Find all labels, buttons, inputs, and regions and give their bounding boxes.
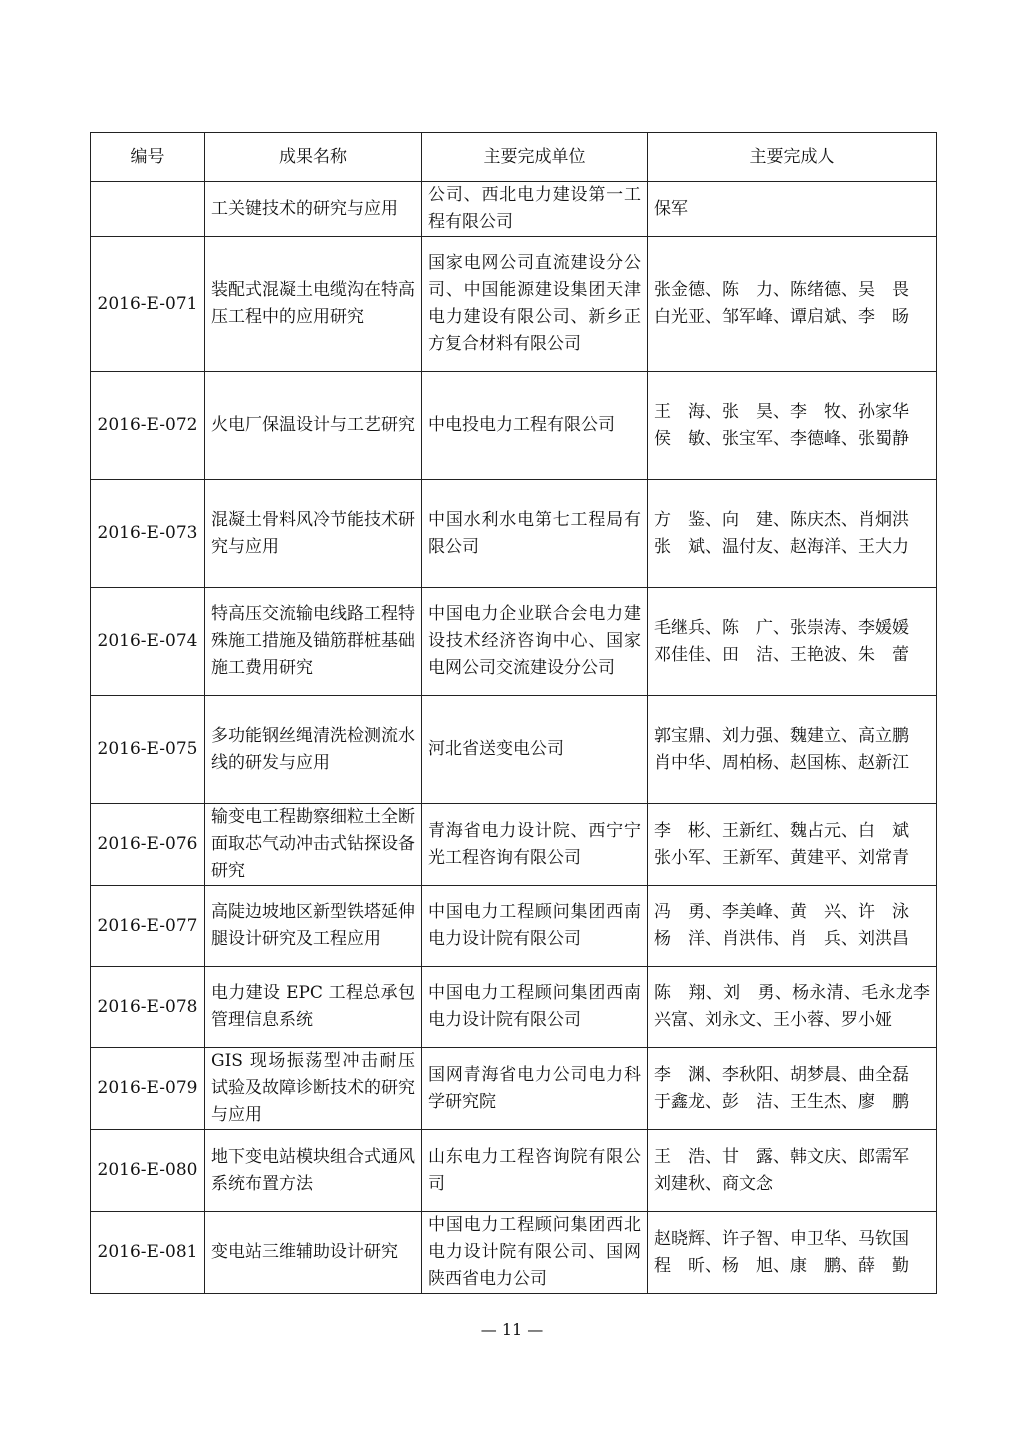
person-line: 王 海、张 昊、李 牧、孙家华: [654, 401, 909, 422]
person-line: 白光亚、邹军峰、谭启斌、李 旸: [654, 307, 909, 327]
completion-units: 中电投电力工程有限公司: [422, 372, 648, 480]
table-row: [91, 696, 937, 804]
table-row: [91, 372, 937, 480]
header-name: 成果名称: [205, 133, 422, 182]
table-row: [91, 237, 937, 372]
achievement-name: 特高压交流输电线路工程特殊施工措施及锚筋群桩基础施工费用研究: [205, 588, 422, 696]
completion-units: 青海省电力设计院、西宁宁光工程咨询有限公司: [422, 804, 648, 886]
completion-units: 河北省送变电公司: [422, 696, 648, 804]
table-row: [91, 886, 937, 967]
completion-persons: [648, 804, 937, 886]
completion-units: 中国电力工程顾问集团西南电力设计院有限公司: [422, 886, 648, 967]
table-row: [91, 1048, 937, 1130]
person-line: 郭宝鼎、刘力强、魏建立、高立鹏: [654, 725, 909, 746]
achievement-code: 2016-E-071: [91, 237, 205, 372]
completion-units: 中国电力企业联合会电力建设技术经济咨询中心、国家电网公司交流建设分公司: [422, 588, 648, 696]
table-header-row: [91, 133, 937, 182]
achievement-code: 2016-E-079: [91, 1048, 205, 1130]
achievement-name: 变电站三维辅助设计研究: [205, 1212, 422, 1294]
completion-persons: [648, 1130, 937, 1212]
completion-persons: [648, 480, 937, 588]
completion-persons: [648, 696, 937, 804]
awards-table: [90, 132, 937, 1294]
completion-units: 中国电力工程顾问集团西南电力设计院有限公司: [422, 967, 648, 1048]
person-line: 毛继兵、陈 广、张崇涛、李媛媛: [654, 617, 909, 638]
person-line: 陈 翔、刘 勇、杨永清、毛永龙李兴富、刘永文、王小蓉、罗小娅: [654, 983, 930, 1030]
person-line: 于鑫龙、彭 洁、王生杰、廖 鹏: [654, 1091, 909, 1112]
achievement-code: 2016-E-075: [91, 696, 205, 804]
completion-persons: [648, 372, 937, 480]
completion-persons: [648, 182, 937, 237]
person-line: 杨 洋、肖洪伟、肖 兵、刘洪昌: [654, 929, 909, 949]
table-row: [91, 1130, 937, 1212]
completion-units: 山东电力工程咨询院有限公司: [422, 1130, 648, 1212]
completion-units: 公司、西北电力建设第一工程有限公司: [422, 182, 648, 237]
person-line: 邓佳佳、田 洁、王艳波、朱 蕾: [654, 644, 909, 665]
person-line: 侯 敏、张宝军、李德峰、张蜀静: [654, 428, 909, 449]
table-row: [91, 1212, 937, 1294]
completion-persons: [648, 588, 937, 696]
table-row: [91, 480, 937, 588]
achievement-name: 输变电工程勘察细粒土全断面取芯气动冲击式钻探设备研究: [205, 804, 422, 886]
achievement-code: [91, 182, 205, 237]
person-line: 程 昕、杨 旭、康 鹏、薛 勤: [654, 1255, 909, 1276]
person-line: 赵晓辉、许子智、申卫华、马钦国: [654, 1228, 909, 1249]
person-line: 王 浩、甘 露、韩文庆、郎需军: [654, 1146, 909, 1167]
achievement-name: 高陡边坡地区新型铁塔延伸腿设计研究及工程应用: [205, 886, 422, 967]
page-number: — 11 —: [480, 1320, 544, 1339]
completion-persons: [648, 967, 937, 1048]
person-line: 张金德、陈 力、陈绪德、吴 畏: [654, 280, 909, 300]
achievement-code: 2016-E-077: [91, 886, 205, 967]
person-line: 保军: [654, 198, 688, 219]
person-line: 刘建秋、商文念: [654, 1173, 773, 1194]
person-line: 李 彬、王新红、魏占元、白 斌: [654, 820, 909, 841]
table-row: [91, 804, 937, 886]
completion-units: 国网青海省电力公司电力科学研究院: [422, 1048, 648, 1130]
achievement-code: 2016-E-073: [91, 480, 205, 588]
achievement-code: 2016-E-078: [91, 967, 205, 1048]
completion-units: 中国电力工程顾问集团西北电力设计院有限公司、国网陕西省电力公司: [422, 1212, 648, 1294]
person-line: 张 斌、温付友、赵海洋、王大力: [654, 536, 909, 557]
achievement-code: 2016-E-080: [91, 1130, 205, 1212]
achievement-name: 混凝土骨料风冷节能技术研究与应用: [205, 480, 422, 588]
achievement-name: 多功能钢丝绳清洗检测流水线的研发与应用: [205, 696, 422, 804]
achievement-code: 2016-E-072: [91, 372, 205, 480]
completion-persons: [648, 886, 937, 967]
person-line: 张小军、王新军、黄建平、刘常青: [654, 847, 909, 868]
achievement-name: 火电厂保温设计与工艺研究: [205, 372, 422, 480]
completion-persons: [648, 1212, 937, 1294]
achievement-name: 工关键技术的研究与应用: [205, 182, 422, 237]
header-org: 主要完成单位: [422, 133, 648, 182]
achievement-name: GIS 现场振荡型冲击耐压试验及故障诊断技术的研究与应用: [205, 1048, 422, 1130]
header-person: 主要完成人: [648, 133, 937, 182]
achievement-code: 2016-E-076: [91, 804, 205, 886]
person-line: 冯 勇、李美峰、黄 兴、许 泳: [654, 902, 909, 922]
achievement-code: 2016-E-081: [91, 1212, 205, 1294]
person-line: 李 渊、李秋阳、胡梦晨、曲全磊: [654, 1064, 909, 1085]
table-row: [91, 182, 937, 237]
completion-units: 中国水利水电第七工程局有限公司: [422, 480, 648, 588]
person-line: 肖中华、周柏杨、赵国栋、赵新江: [654, 752, 909, 773]
achievement-code: 2016-E-074: [91, 588, 205, 696]
header-code: 编号: [91, 133, 205, 182]
achievement-name: 地下变电站模块组合式通风系统布置方法: [205, 1130, 422, 1212]
table-row: [91, 967, 937, 1048]
completion-units: 国家电网公司直流建设分公司、中国能源建设集团天津电力建设有限公司、新乡正方复合材料有限公司: [422, 237, 648, 372]
achievement-name: 装配式混凝土电缆沟在特高压工程中的应用研究: [205, 237, 422, 372]
completion-persons: [648, 1048, 937, 1130]
achievement-name: 电力建设 EPC 工程总承包管理信息系统: [205, 967, 422, 1048]
person-line: 方 鉴、向 建、陈庆杰、肖炯洪: [654, 509, 909, 530]
table-row: [91, 588, 937, 696]
completion-persons: [648, 237, 937, 372]
